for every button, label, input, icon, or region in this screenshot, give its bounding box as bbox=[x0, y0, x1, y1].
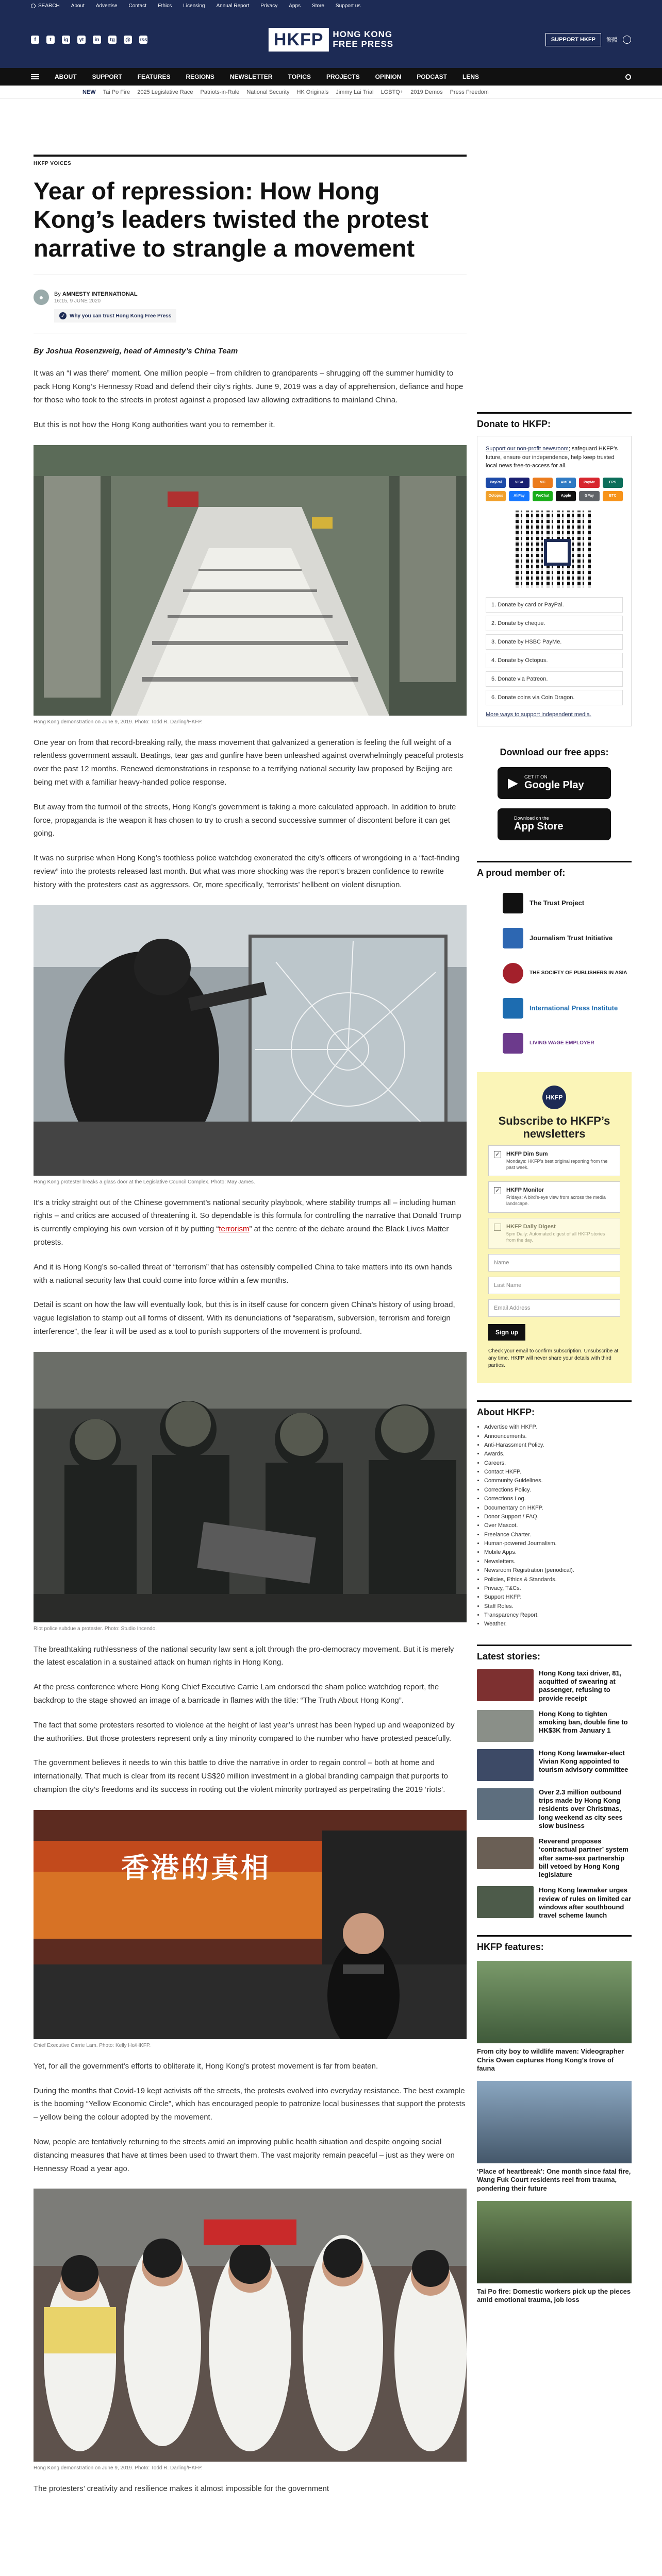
article-kicker[interactable]: HKFP VOICES bbox=[34, 161, 72, 166]
more-ways-link[interactable]: More ways to support independent media. bbox=[486, 711, 591, 718]
trending-item[interactable]: National Security bbox=[246, 89, 290, 95]
photo-caption: Riot police subdue a protester. Photo: Studio Incendo. bbox=[34, 1625, 157, 1632]
photo-caption: Hong Kong demonstration on June 9, 2019. Photo: Todd R. Darling/HKFP. bbox=[34, 2465, 203, 2471]
feature-thumbnail bbox=[477, 2081, 632, 2163]
google-pay-logo: GPay bbox=[579, 491, 599, 501]
living-wage-logo bbox=[503, 1033, 523, 1054]
octopus-logo: Octopus bbox=[486, 491, 506, 501]
masthead bbox=[0, 11, 662, 68]
photo-crowd-march[interactable] bbox=[34, 445, 467, 716]
photo-caption: Chief Executive Carrie Lam. Photo: Kelly Ho/HKFP. bbox=[34, 2042, 151, 2048]
article-title: Year of repression: How Hong Kong’s leaders twisted the protest narrative to strangle a movement bbox=[34, 177, 429, 262]
photo-caption: Hong Kong protester breaks a glass door at the Legislative Council Complex. Photo: May James. bbox=[34, 1179, 255, 1185]
latest-heading: Latest stories: bbox=[477, 1645, 632, 1662]
members-heading: A proud member of: bbox=[477, 861, 632, 878]
trending-item[interactable]: Jimmy Lai Trial bbox=[336, 89, 374, 95]
publish-date: 16:15, 9 JUNE 2020 bbox=[54, 298, 101, 304]
paragraph: Now, people are tentatively returning to the streets amid an improving public health situation and despite ongoing social distancing measures that have at times been used to thwart them. The vast majority remain peaceful – just as they were on Hennessy Road a year ago. bbox=[34, 2138, 455, 2173]
payment-logos bbox=[486, 478, 623, 501]
utility-link-licensing[interactable]: Licensing bbox=[183, 3, 205, 9]
member-trust-project[interactable]: The Trust Project bbox=[477, 893, 632, 913]
donate-option[interactable]: 4. Donate by Octopus. bbox=[486, 653, 623, 668]
latest-story[interactable]: Hong Kong lawmaker-elect Vivian Kong appointed to tourism advisory committee bbox=[477, 1749, 632, 1781]
nav-regions[interactable]: REGIONS bbox=[186, 73, 214, 80]
logo-line-2: FREE PRESS bbox=[333, 39, 394, 49]
apps-heading: Download our free apps: bbox=[500, 747, 609, 757]
jti-logo bbox=[503, 928, 523, 948]
about-link[interactable]: • Careers. bbox=[484, 1459, 632, 1468]
paragraph: During the months that Covid-19 kept activists off the streets, the protests evolved into everyday resistance. The best example is the booming “Yellow Economic Circle”, which has encouraged people to patronize local businesses that support the protests – yellow being the colour adopted by the movement. bbox=[34, 2086, 466, 2122]
newsletter-signup bbox=[477, 1072, 632, 1383]
trust-badge[interactable] bbox=[54, 309, 176, 323]
check-icon: ✓ bbox=[59, 312, 67, 319]
story-thumbnail bbox=[477, 1886, 534, 1918]
about-link[interactable]: • Support HKFP. bbox=[484, 1593, 632, 1602]
latest-story[interactable]: Hong Kong taxi driver, 81, acquitted of swearing at passenger, refusing to provide receipt bbox=[477, 1669, 632, 1703]
about-links bbox=[477, 1423, 632, 1629]
nav-search-icon[interactable] bbox=[625, 74, 631, 80]
trending-item[interactable]: HK Originals bbox=[296, 89, 329, 95]
trending-label: NEW bbox=[82, 89, 96, 95]
last-name-field[interactable]: Last Name bbox=[488, 1277, 620, 1294]
about-link[interactable]: • Community Guidelines. bbox=[484, 1477, 632, 1485]
paragraph: The breathtaking ruthlessness of the national security law sent a jolt through the pro-democracy movement. But it is merely the latest escalation in a sustained attack on human rights in Hong Kong. bbox=[34, 1645, 454, 1667]
utility-link-apps[interactable]: Apps bbox=[289, 3, 301, 9]
donate-option[interactable]: 6. Donate coins via Coin Dragon. bbox=[486, 690, 623, 705]
features-heading: HKFP features: bbox=[477, 1935, 632, 1953]
about-link[interactable]: • Over Mascot. bbox=[484, 1521, 632, 1530]
byline-by: By bbox=[54, 291, 61, 297]
about-link[interactable]: • Weather. bbox=[484, 1620, 632, 1629]
linkedin-icon[interactable]: in bbox=[93, 36, 101, 44]
nav-features[interactable]: FEATURES bbox=[137, 73, 171, 80]
photo-glass-door[interactable] bbox=[34, 905, 467, 1176]
feature-thumbnail bbox=[477, 1961, 632, 2043]
riot-police-image bbox=[34, 1352, 467, 1622]
author-name[interactable]: AMNESTY INTERNATIONAL bbox=[62, 291, 138, 297]
member-ipi[interactable]: International Press Institute bbox=[477, 998, 632, 1019]
about-heading: About HKFP: bbox=[477, 1400, 632, 1418]
paragraph: The fact that some protesters resorted to violence at the height of last year’s unrest has been hyped up and weaponized by the authorities. But those protesters represent only a tiny minority compared to the number who have protested peacefully. bbox=[34, 1720, 455, 1743]
user-icon[interactable] bbox=[623, 36, 631, 44]
paragraph: The protesters’ creativity and resilience makes it almost impossible for the government bbox=[34, 2484, 329, 2494]
alipay-logo: AliPay bbox=[509, 491, 529, 501]
lead-author: By Joshua Rosenzweig, head of Amnesty’s China Team bbox=[34, 347, 238, 356]
utility-link-privacy[interactable]: Privacy bbox=[260, 3, 278, 9]
paragraph: The government believes it needs to win this battle to drive the narrative in order to regain control – both at home and internationally. That much is clear from its recent US$20 million investment in a global branding campaign that purports to champion the city’s freedoms and its success in rooting out the violent minority portrayed as perpetrating the 2019 ‘riots’. bbox=[34, 1758, 449, 1794]
about-link[interactable]: • Advertise with HKFP. bbox=[484, 1423, 632, 1432]
donate-option[interactable]: 5. Donate via Patreon. bbox=[486, 671, 623, 687]
site-logo[interactable] bbox=[269, 28, 393, 52]
member-sopa[interactable]: THE SOCIETY OF PUBLISHERS IN ASIA bbox=[477, 963, 632, 984]
about-link[interactable]: • Announcements. bbox=[484, 1432, 632, 1441]
crowd-march-image bbox=[34, 445, 467, 716]
paragraph: One year on from that record-breaking rally, the mass movement that galvanized a generation is feeling the full weight of a relentless government assault. Beatings, tear gas and gunfire have been unleashed against overwhelmingly peaceful protests over the past 12 months. Renewed demonstrations in response to a terrifying national security law proposed by Beijing are being met with a familiar heavy-handed police response. bbox=[34, 738, 464, 787]
about-link[interactable]: • Human-powered Journalism. bbox=[484, 1539, 632, 1548]
photo-riot-police[interactable] bbox=[34, 1352, 467, 1622]
utility-link-advertise[interactable]: Advertise bbox=[95, 3, 118, 9]
about-link[interactable]: • Transparency Report. bbox=[484, 1611, 632, 1620]
newsletter-option-daily-digest[interactable]: HKFP Daily Digest 5pm Daily: Automated digest of all HKFP stories from the day. bbox=[488, 1218, 620, 1249]
about-link[interactable]: • Policies, Ethics & Standards. bbox=[484, 1575, 632, 1584]
story-thumbnail bbox=[477, 1710, 534, 1742]
donate-option[interactable]: 2. Donate by cheque. bbox=[486, 616, 623, 631]
nav-podcast[interactable]: PODCAST bbox=[417, 73, 447, 80]
about-link[interactable]: • Donor Support / FAQ. bbox=[484, 1513, 632, 1521]
checkbox[interactable] bbox=[494, 1224, 501, 1231]
bitcoin-logo: BTC bbox=[603, 491, 623, 501]
nav-lens[interactable]: LENS bbox=[462, 73, 479, 80]
app-store-button[interactable]: Download on the App Store bbox=[498, 808, 611, 840]
checkbox[interactable]: ✓ bbox=[494, 1187, 501, 1194]
paragraph: But away from the turmoil of the streets, Hong Kong’s government is taking a more calculated approach. In addition to brute force, propaganda is the weapon it has chosen to try to crush a second successive summer of discontent before it can get going. bbox=[34, 802, 456, 838]
nav-newsletter[interactable]: NEWSLETTER bbox=[229, 73, 273, 80]
about-link[interactable]: • Newsroom Registration (periodical). bbox=[484, 1566, 632, 1575]
latest-story[interactable]: Hong Kong lawmaker urges review of rules on limited car windows after southbound travel scheme launch bbox=[477, 1886, 632, 1920]
donate-qr-code[interactable] bbox=[516, 511, 593, 588]
donate-option[interactable]: 3. Donate by HSBC PayMe. bbox=[486, 634, 623, 650]
about-link[interactable]: • Documentary on HKFP. bbox=[484, 1504, 632, 1513]
trust-project-logo bbox=[503, 893, 523, 913]
youtube-icon[interactable]: yt bbox=[77, 36, 86, 44]
twitter-icon[interactable]: t bbox=[46, 36, 55, 44]
author-avatar: ● bbox=[34, 290, 49, 305]
donate-option[interactable]: 1. Donate by card or PayPal. bbox=[486, 597, 623, 613]
photo-protest-crowd[interactable] bbox=[34, 2189, 467, 2462]
utility-search[interactable]: SEARCH bbox=[31, 3, 60, 9]
trust-label: Why you can trust Hong Kong Free Press bbox=[70, 313, 172, 319]
trending-bar bbox=[0, 86, 662, 99]
paragraph: And it is Hong Kong’s so-called threat of “terrorism” that has ostensibly compelled China to take matters into its own hands with a national security law that could come into force within a few months. bbox=[34, 1262, 452, 1285]
email-icon[interactable]: @ bbox=[124, 36, 132, 44]
member-jti[interactable]: Journalism Trust Initiative bbox=[477, 928, 632, 948]
main-nav bbox=[0, 68, 662, 86]
donate-intro-link[interactable]: Support our non-profit newsroom bbox=[486, 446, 569, 452]
amex-logo: AMEX bbox=[556, 478, 576, 488]
paragraph: At the press conference where Hong Kong Chief Executive Carrie Lam endorsed the sham police watchdog report, the backdrop to the stage showed an image of a barricade in flames with the title: “The Truth About Hong Kong”. bbox=[34, 1683, 439, 1705]
paragraph: It’s a tricky straight out of the Chinese government’s national security playbook, where stability trumps all – including human rights – and critics are accused of threatening it. So dependable is this formula for controlling the narrative that Donald Trump is currently employing his own version of it by putting “terrorism” at the centre of the debate around the Black Lives Matter protests. bbox=[34, 1198, 461, 1247]
telegram-icon[interactable]: tg bbox=[108, 36, 117, 44]
about-link[interactable]: • Freelance Charter. bbox=[484, 1531, 632, 1539]
about-link[interactable]: • Corrections Policy. bbox=[484, 1486, 632, 1495]
ipi-logo bbox=[503, 998, 523, 1019]
banner-text: 香港的真相 bbox=[121, 1851, 271, 1884]
paragraph: Detail is scant on how the law will eventually look, but this is in itself cause for concern given China’s history of using broad, vague legislation to stamp out all forms of dissent. With its denunciations of “separatism, subversion, terrorism and foreign interference”, the fear it will be used as a tool to punish supporters of the movement is profound. bbox=[34, 1300, 455, 1336]
about-link[interactable]: • Contact HKFP. bbox=[484, 1468, 632, 1477]
payme-logo: PayMe bbox=[579, 478, 599, 488]
feature-story[interactable]: From city boy to wildlife maven: Videographer Chris Owen captures Hong Kong’s trove of fauna bbox=[477, 1961, 632, 2073]
utility-bar bbox=[0, 0, 662, 11]
feature-story[interactable]: ‘Place of heartbreak’: One month since fatal fire, Wang Fuk Court residents reel from trauma, pondering their future bbox=[477, 2081, 632, 2193]
latest-story[interactable]: Reverend proposes ‘contractual partner’ system after same-sex partnership bill vetoed by Hong Kong legislature bbox=[477, 1837, 632, 1879]
wechat-logo: WeChat bbox=[533, 491, 553, 501]
feature-thumbnail bbox=[477, 2201, 632, 2283]
paragraph: It was an “I was there” moment. One million people – from children to grandparents – shrugging off the summer humidity to pack Hong Kong’s Hennessy Road and defend their city’s rights. June 9, 2019 was a day of apprehension, defiance and hope for those who took to the streets in protest against a proposed law allowing extraditions to mainland China. bbox=[34, 369, 464, 404]
about-link[interactable]: • Awards. bbox=[484, 1450, 632, 1459]
menu-icon[interactable] bbox=[31, 74, 39, 79]
fps-logo: FPS bbox=[603, 478, 623, 488]
donate-heading: Donate to HKFP: bbox=[477, 412, 632, 430]
instagram-icon[interactable]: ig bbox=[62, 36, 70, 44]
story-thumbnail bbox=[477, 1788, 534, 1820]
paragraph: But this is not how the Hong Kong authorities want you to remember it. bbox=[34, 420, 275, 429]
donate-box: Support our non-profit newsroom; safeguard HKFP’s future, ensure our independence, help keep trusted local news free-to-access for all. PayPal VISA MC AMEX PayMe FPS Octopus AliPay WeChat Apple GPay BTC 1. Donate by card or PayPal. 2. Donate by cheque. 3. Donate by HSBC PayMe. 4. Donate by Octopus. 5. Donate via Patreon. 6. Donate coins via Coin Dragon. More ways to support independent media. bbox=[477, 436, 632, 726]
paragraph: It was no surprise when Hong Kong’s toothless police watchdog exonerated the city’s officers of wrongdoing in a “fact-finding review” into the protests released last month. But what was more shocking was the report’s brazen confidence to rewrite history with the protesters cast as aggressors. Or, more specifically, ‘terrorists’ hellbent on violent disruption. bbox=[34, 854, 460, 889]
sign-up-button[interactable]: Sign up bbox=[488, 1324, 525, 1341]
member-living-wage[interactable]: LIVING WAGE EMPLOYER bbox=[477, 1033, 632, 1054]
visa-logo: VISA bbox=[509, 478, 529, 488]
trending-item[interactable]: 2025 Legislative Race bbox=[137, 89, 193, 95]
latest-story[interactable]: Over 2.3 million outbound trips made by Hong Kong residents over Christmas, long weekend as city sees slow business bbox=[477, 1788, 632, 1830]
about-link[interactable]: • Newsletters. bbox=[484, 1557, 632, 1566]
language-switch[interactable]: 繁體 bbox=[606, 37, 618, 43]
email-field[interactable]: Email Address bbox=[488, 1299, 620, 1317]
utility-link-support[interactable]: Support us bbox=[335, 3, 361, 9]
newsletter-logo: HKFP bbox=[542, 1086, 566, 1109]
support-hkfp-button[interactable]: SUPPORT HKFP bbox=[545, 33, 601, 46]
press-conference-image bbox=[34, 1810, 467, 2039]
checkbox[interactable]: ✓ bbox=[494, 1151, 501, 1158]
feature-story[interactable]: Tai Po fire: Domestic workers pick up the pieces amid emotional trauma, job loss bbox=[477, 2201, 632, 2304]
about-link[interactable]: • Mobile Apps. bbox=[484, 1548, 632, 1557]
newsletter-note: Check your email to confirm subscription. Unsubscribe at any time. HKFP will never share your details with third parties. bbox=[488, 1348, 619, 1369]
nav-projects[interactable]: PROJECTS bbox=[326, 73, 360, 80]
nav-about[interactable]: ABOUT bbox=[55, 73, 77, 80]
article bbox=[34, 155, 467, 2496]
story-thumbnail bbox=[477, 1749, 534, 1781]
nav-opinion[interactable]: OPINION bbox=[375, 73, 402, 80]
paypal-logo: PayPal bbox=[486, 478, 506, 488]
social-links bbox=[31, 36, 147, 44]
protest-crowd-image bbox=[34, 2189, 467, 2462]
latest-story[interactable]: Hong Kong to tighten smoking ban, double fine to HK$3K from January 1 bbox=[477, 1710, 632, 1742]
trending-item[interactable]: Tai Po Fire bbox=[103, 89, 130, 95]
about-link[interactable]: • Anti-Harassment Policy. bbox=[484, 1441, 632, 1450]
about-link[interactable]: • Privacy, T&Cs. bbox=[484, 1584, 632, 1593]
trending-item[interactable]: 2019 Demos bbox=[410, 89, 443, 95]
sopa-logo bbox=[503, 963, 523, 984]
about-link[interactable]: • Corrections Log. bbox=[484, 1495, 632, 1503]
nav-topics[interactable]: TOPICS bbox=[288, 73, 311, 80]
play-store-icon: ▶ bbox=[508, 775, 518, 790]
utility-link-annual-report[interactable]: Annual Report bbox=[216, 3, 250, 9]
utility-link-ethics[interactable]: Ethics bbox=[157, 3, 172, 9]
utility-link-store[interactable]: Store bbox=[312, 3, 324, 9]
terrorism-link[interactable]: terrorism bbox=[219, 1225, 250, 1234]
logo-line-1: HONG KONG bbox=[333, 29, 393, 40]
glass-door-image bbox=[34, 905, 467, 1176]
trending-item[interactable]: Patriots-in-Rule bbox=[200, 89, 240, 95]
utility-link-contact[interactable]: Contact bbox=[128, 3, 146, 9]
photo-caption: Hong Kong demonstration on June 9, 2019. Photo: Todd R. Darling/HKFP. bbox=[34, 719, 203, 725]
search-icon bbox=[31, 4, 36, 8]
story-thumbnail bbox=[477, 1837, 534, 1869]
rss-icon[interactable]: rss bbox=[139, 36, 147, 44]
newsletter-heading: Subscribe to HKFP’s newsletters bbox=[498, 1114, 610, 1140]
about-link[interactable]: • Staff Roles. bbox=[484, 1602, 632, 1611]
trending-item[interactable]: LGBTQ+ bbox=[380, 89, 404, 95]
mastercard-logo: MC bbox=[533, 478, 553, 488]
byline bbox=[34, 290, 467, 305]
utility-link-about[interactable]: About bbox=[71, 3, 85, 9]
paragraph: Yet, for all the government’s efforts to obliterate it, Hong Kong’s protest movement is far from beaten. bbox=[34, 2061, 378, 2071]
photo-carrie-lam[interactable] bbox=[34, 1810, 467, 2039]
newsletter-option-dim-sum[interactable]: ✓ HKFP Dim Sum Mondays: HKFP’s best original reporting from the past week. bbox=[488, 1145, 620, 1176]
trending-item[interactable]: Press Freedom bbox=[450, 89, 489, 95]
nav-support[interactable]: SUPPORT bbox=[92, 73, 122, 80]
apple-pay-logo: Apple bbox=[556, 491, 576, 501]
newsletter-option-monitor[interactable]: ✓ HKFP Monitor Fridays: A bird’s-eye view from across the media landscape. bbox=[488, 1181, 620, 1212]
sidebar bbox=[477, 412, 632, 2304]
section-divider bbox=[34, 155, 467, 157]
facebook-icon[interactable]: f bbox=[31, 36, 39, 44]
story-thumbnail bbox=[477, 1669, 534, 1701]
logo-mark: HKFP bbox=[269, 28, 329, 52]
google-play-button[interactable]: ▶ GET IT ON Google Play bbox=[498, 767, 611, 799]
first-name-field[interactable]: Name bbox=[488, 1254, 620, 1272]
